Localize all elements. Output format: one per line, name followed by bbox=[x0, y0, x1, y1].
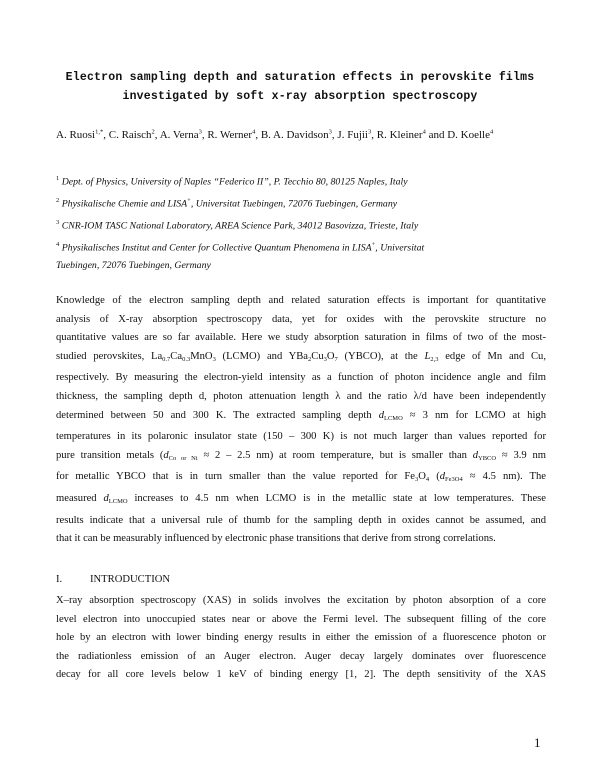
page-number: 1 bbox=[534, 735, 541, 750]
affiliation: $^4$ Physikalisches Institut and Center for Collective Quantum Phenomena in LISA+, Universitat bbox=[56, 240, 425, 253]
title-line-1: Electron sampling depth and saturation effects in perovskite films bbox=[65, 71, 535, 84]
author: D. Koelle$^4$ bbox=[447, 128, 494, 141]
introduction-body bbox=[56, 592, 546, 685]
author: A. Verna$^3$, bbox=[159, 128, 208, 141]
section-heading bbox=[56, 574, 170, 585]
affiliation: $^1$ Dept. of Physics, University of Naples “Federico II”, P. Tecchio 80, 80125 Naples, Italy bbox=[56, 175, 408, 188]
section-number: I. bbox=[56, 574, 63, 585]
author: J. Fujii$^3$, bbox=[337, 128, 377, 141]
intro-line: hole by an electron with lower binding energy results in either the emission of a fluorescence photon or bbox=[56, 632, 546, 644]
abstract-line: studied perovskites, $La_{0.7}Ca_{0.3}MnO_3$ (LCMO) and $YBa_2Cu_3O_7$ (YBCO), at the $L_{2,3}$ edge of Mn and Cu, bbox=[56, 350, 546, 363]
affiliation-list bbox=[56, 170, 546, 276]
author-list bbox=[56, 128, 493, 141]
abstract-line: quantitative values are so far available. Here we study absorption saturation in films of two of the most- bbox=[56, 332, 546, 344]
abstract bbox=[56, 292, 546, 549]
author: R. Werner$^4$, bbox=[207, 128, 261, 141]
title-line-2: investigated by soft x-ray absorption spectroscopy bbox=[122, 90, 478, 103]
abstract-line: thickness, the sampling depth d, photon attenuation length λ and the ratio λ/d have been independently bbox=[56, 390, 546, 402]
abstract-line: determined between 50 and 300 K. The extracted sampling depth $d_{LCMO} \approx 3$ nm for LCMO at high bbox=[56, 409, 546, 422]
intro-line: X–ray absorption spectroscopy (XAS) in solids involves the excitation by photon absorption of a core bbox=[56, 595, 546, 606]
intro-line: decay for all core levels below 1 keV of binding energy [1, 2]. The depth sensitivity of the XAS bbox=[56, 669, 546, 681]
author: C. Raisch$^2$, bbox=[108, 128, 160, 141]
author: B. A. Davidson$^3$, bbox=[260, 128, 338, 141]
affiliation-continued: Tuebingen, 72076 Tuebingen, Germany bbox=[56, 260, 211, 272]
abstract-line: analysis of X-ray absorption spectroscopy data, yet for oxides with the perovskite structure no bbox=[56, 313, 546, 325]
section-title: INTRODUCTION bbox=[90, 574, 171, 585]
author: R. Kleiner$^4$ and bbox=[376, 128, 448, 141]
abstract-line: Knowledge of the electron sampling depth and related saturation effects is important for quantitative bbox=[56, 295, 546, 306]
intro-line: the radiationless emission of an Auger electron. Auger decay largely dominates over fluorescence bbox=[56, 650, 546, 662]
paper-title bbox=[60, 68, 540, 106]
abstract-line: respectively. By measuring the electron-yield intensity as a function of photon incidence angle and film bbox=[56, 372, 546, 384]
abstract-line: that it can be measurably influenced by electronic phase transitions that derive from strong correlations. bbox=[56, 533, 496, 545]
intro-line: level electron into unoccupied states near or above the Fermi level. The subsequent filling of the core bbox=[56, 613, 546, 625]
abstract-line: for metallic YBCO that is in turn smaller than the value reported for $Fe_3O_4$ ($d_{Fe3O4} \approx 4.5$ nm). The bbox=[56, 471, 546, 484]
abstract-line: pure transition metals ($d_{Co or Ni} \approx 2 - 2.5$ nm) at room temperature, but is smaller than $d_{YBCO} \approx 3.9$ nm bbox=[56, 449, 547, 462]
abstract-line: results indicate that a universal rule of thumb for the sampling depth in oxides cannot be assumed, and bbox=[56, 514, 546, 526]
abstract-line: temperatures in its polaronic insulator state (150 – 300 K) is not much larger than values reported for bbox=[56, 431, 546, 443]
abstract-line: measured $d_{LCMO}$ increases to 4.5 nm when LCMO is in the metallic state at low temperatures. These bbox=[56, 492, 546, 505]
author: A. Ruosi$^{1,*}$, bbox=[56, 128, 109, 141]
affiliation: $^2$ Physikalische Chemie and LISA+, Universitat Tuebingen, 72076 Tuebingen, Germany bbox=[56, 196, 398, 210]
affiliation: $^3$ CNR-IOM TASC National Laboratory, AREA Science Park, 34012 Basovizza, Trieste, Italy bbox=[56, 218, 419, 231]
